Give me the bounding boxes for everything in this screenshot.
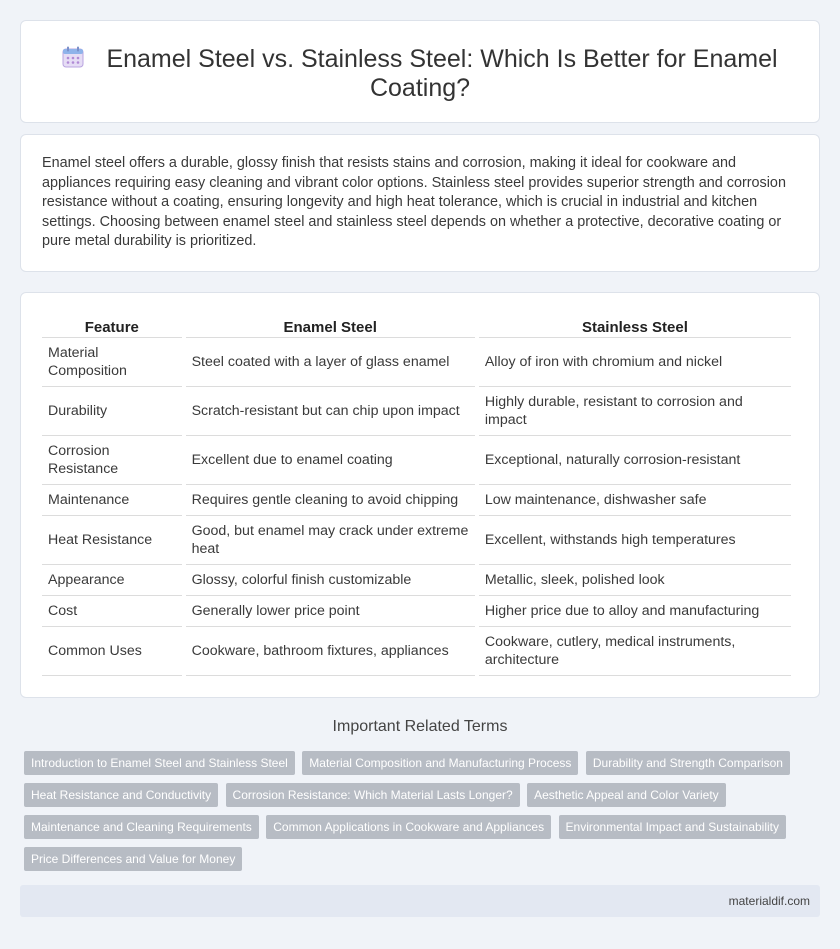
column-header-feature: Feature bbox=[42, 315, 182, 338]
related-term-tag[interactable]: Heat Resistance and Conductivity bbox=[24, 783, 218, 807]
stainless-steel-cell: Highly durable, resistant to corrosion and impact bbox=[479, 387, 791, 436]
footer bbox=[20, 885, 820, 917]
enamel-steel-cell: Excellent due to enamel coating bbox=[186, 436, 475, 485]
table-row bbox=[42, 565, 791, 596]
feature-cell: Durability bbox=[42, 387, 182, 436]
column-header-stainless-steel: Stainless Steel bbox=[479, 315, 791, 338]
stainless-steel-cell: Higher price due to alloy and manufacturing bbox=[479, 596, 791, 627]
feature-cell: Heat Resistance bbox=[42, 516, 182, 565]
table-row bbox=[42, 596, 791, 627]
enamel-steel-cell: Requires gentle cleaning to avoid chipping bbox=[186, 485, 475, 516]
related-terms-heading: Important Related Terms bbox=[332, 718, 508, 735]
enamel-steel-cell: Good, but enamel may crack under extreme heat bbox=[186, 516, 475, 565]
stainless-steel-cell: Low maintenance, dishwasher safe bbox=[479, 485, 791, 516]
related-term-tag[interactable]: Environmental Impact and Sustainability bbox=[559, 815, 786, 839]
column-header-enamel-steel: Enamel Steel bbox=[186, 315, 475, 338]
calendar-icon bbox=[62, 46, 84, 68]
feature-cell: Material Composition bbox=[42, 338, 182, 387]
enamel-steel-cell: Generally lower price point bbox=[186, 596, 475, 627]
table-row bbox=[42, 387, 791, 436]
table-row bbox=[42, 485, 791, 516]
table-row bbox=[42, 338, 791, 387]
feature-cell: Common Uses bbox=[42, 627, 182, 676]
table-row bbox=[42, 436, 791, 485]
feature-cell: Cost bbox=[42, 596, 182, 627]
stainless-steel-cell: Cookware, cutlery, medical instruments, architecture bbox=[479, 627, 791, 676]
enamel-steel-cell: Scratch-resistant but can chip upon impact bbox=[186, 387, 475, 436]
site-link[interactable]: materialdif.com bbox=[728, 894, 810, 908]
stainless-steel-cell: Alloy of iron with chromium and nickel bbox=[479, 338, 791, 387]
table-row bbox=[42, 516, 791, 565]
page-title: Enamel Steel vs. Stainless Steel: Which Is Better for Enamel Coating? bbox=[106, 45, 778, 102]
related-term-tag[interactable]: Common Applications in Cookware and Appliances bbox=[266, 815, 551, 839]
table-header-row bbox=[42, 315, 791, 338]
related-terms-tags bbox=[24, 751, 804, 879]
stainless-steel-cell: Excellent, withstands high temperatures bbox=[479, 516, 791, 565]
related-term-tag[interactable]: Maintenance and Cleaning Requirements bbox=[24, 815, 259, 839]
enamel-steel-cell: Steel coated with a layer of glass enamel bbox=[186, 338, 475, 387]
enamel-steel-cell: Glossy, colorful finish customizable bbox=[186, 565, 475, 596]
feature-cell: Maintenance bbox=[42, 485, 182, 516]
related-term-tag[interactable]: Price Differences and Value for Money bbox=[24, 847, 242, 871]
intro-card bbox=[20, 134, 820, 272]
title-card bbox=[20, 20, 820, 123]
feature-cell: Corrosion Resistance bbox=[42, 436, 182, 485]
comparison-table-card bbox=[20, 292, 820, 698]
related-term-tag[interactable]: Material Composition and Manufacturing Process bbox=[302, 751, 578, 775]
related-term-tag[interactable]: Corrosion Resistance: Which Material Lasts Longer? bbox=[226, 783, 520, 807]
feature-cell: Appearance bbox=[42, 565, 182, 596]
enamel-steel-cell: Cookware, bathroom fixtures, appliances bbox=[186, 627, 475, 676]
stainless-steel-cell: Metallic, sleek, polished look bbox=[479, 565, 791, 596]
table-row bbox=[42, 627, 791, 676]
stainless-steel-cell: Exceptional, naturally corrosion-resistant bbox=[479, 436, 791, 485]
related-term-tag[interactable]: Introduction to Enamel Steel and Stainless Steel bbox=[24, 751, 295, 775]
intro-paragraph: Enamel steel offers a durable, glossy finish that resists stains and corrosion, making it ideal for cookware and appliances requiring easy cleaning and vibrant color options. Stainless steel provides superior strength and corrosion resistance without a coating, ensuring longevity and high heat tolerance, which is crucial in industrial and kitchen settings. Choosing between enamel steel and stainless steel depends on whether a protective, decorative coating or pure metal durability is prioritized. bbox=[42, 155, 786, 249]
related-term-tag[interactable]: Aesthetic Appeal and Color Variety bbox=[527, 783, 726, 807]
comparison-table bbox=[38, 315, 795, 676]
related-term-tag[interactable]: Durability and Strength Comparison bbox=[586, 751, 790, 775]
